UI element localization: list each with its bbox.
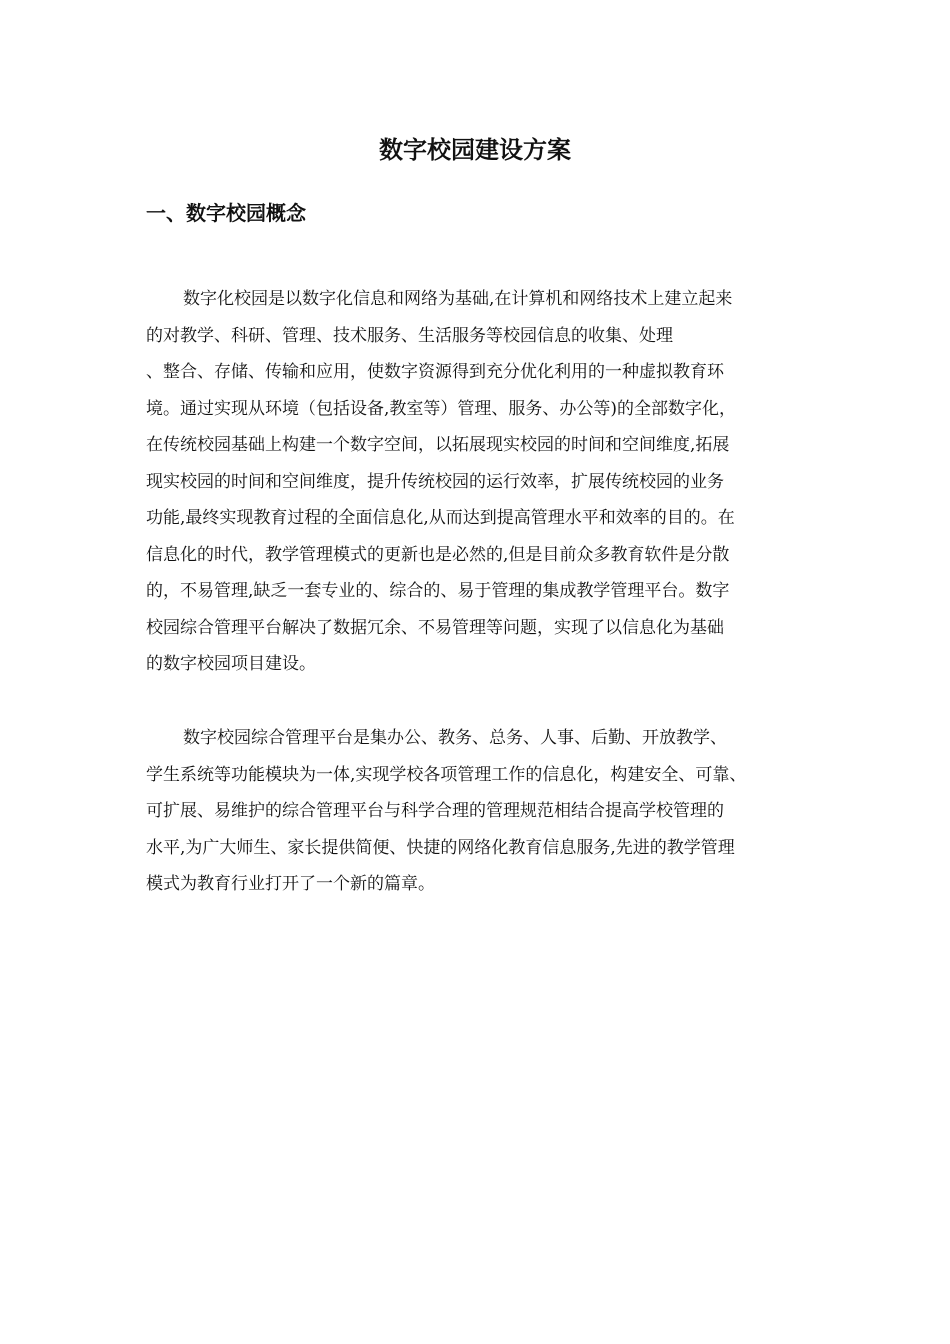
paragraph-line: 现实校园的时间和空间维度，提升传统校园的运行效率，扩展传统校园的业务 bbox=[146, 471, 724, 492]
paragraph-line: 在传统校园基础上构建一个数字空间，以拓展现实校园的时间和空间维度,拓展 bbox=[146, 435, 730, 455]
paragraph-concept bbox=[146, 281, 816, 683]
paragraph-line: 的对教学、科研、管理、技术服务、生活服务等校园信息的收集、处理 bbox=[146, 325, 673, 346]
paragraph-line: 的数字校园项目建设。 bbox=[146, 654, 316, 674]
paragraph-line: 数字校园综合管理平台是集办公、教务、总务、人事、后勤、开放教学、 bbox=[183, 728, 727, 748]
section-heading: 一、数字校园概念 bbox=[146, 201, 306, 225]
document-title: 数字校园建设方案 bbox=[379, 136, 571, 164]
paragraph-line: 境。通过实现从环境（包括设备,教室等）管理、服务、办公等)的全部数字化， bbox=[146, 398, 737, 419]
paragraph-platform bbox=[146, 720, 816, 903]
paragraph-line: 校园综合管理平台解决了数据冗余、不易管理等问题，实现了以信息化为基础 bbox=[146, 617, 724, 638]
paragraph-line: 、整合、存储、传输和应用，使数字资源得到充分优化利用的一种虚拟教育环 bbox=[146, 362, 724, 382]
paragraph-line: 数字化校园是以数字化信息和网络为基础,在计算机和网络技术上建立起来 bbox=[183, 289, 733, 309]
paragraph-line: 模式为教育行业打开了一个新的篇章。 bbox=[146, 874, 435, 894]
paragraph-line: 功能,最终实现教育过程的全面信息化,从而达到提高管理水平和效率的目的。在 bbox=[146, 508, 735, 528]
paragraph-line: 可扩展、易维护的综合管理平台与科学合理的管理规范相结合提高学校管理的 bbox=[146, 801, 724, 821]
paragraph-line: 信息化的时代，教学管理模式的更新也是必然的,但是目前众多教育软件是分散 bbox=[146, 544, 730, 565]
paragraph-line: 水平,为广大师生、家长提供简便、快捷的网络化教育信息服务,先进的教学管理 bbox=[146, 837, 735, 858]
paragraph-line: 学生系统等功能模块为一体,实现学校各项管理工作的信息化，构建安全、可靠、 bbox=[146, 764, 747, 785]
paragraph-line: 的，不易管理,缺乏一套专业的、综合的、易于管理的集成教学管理平台。数字 bbox=[146, 581, 730, 601]
